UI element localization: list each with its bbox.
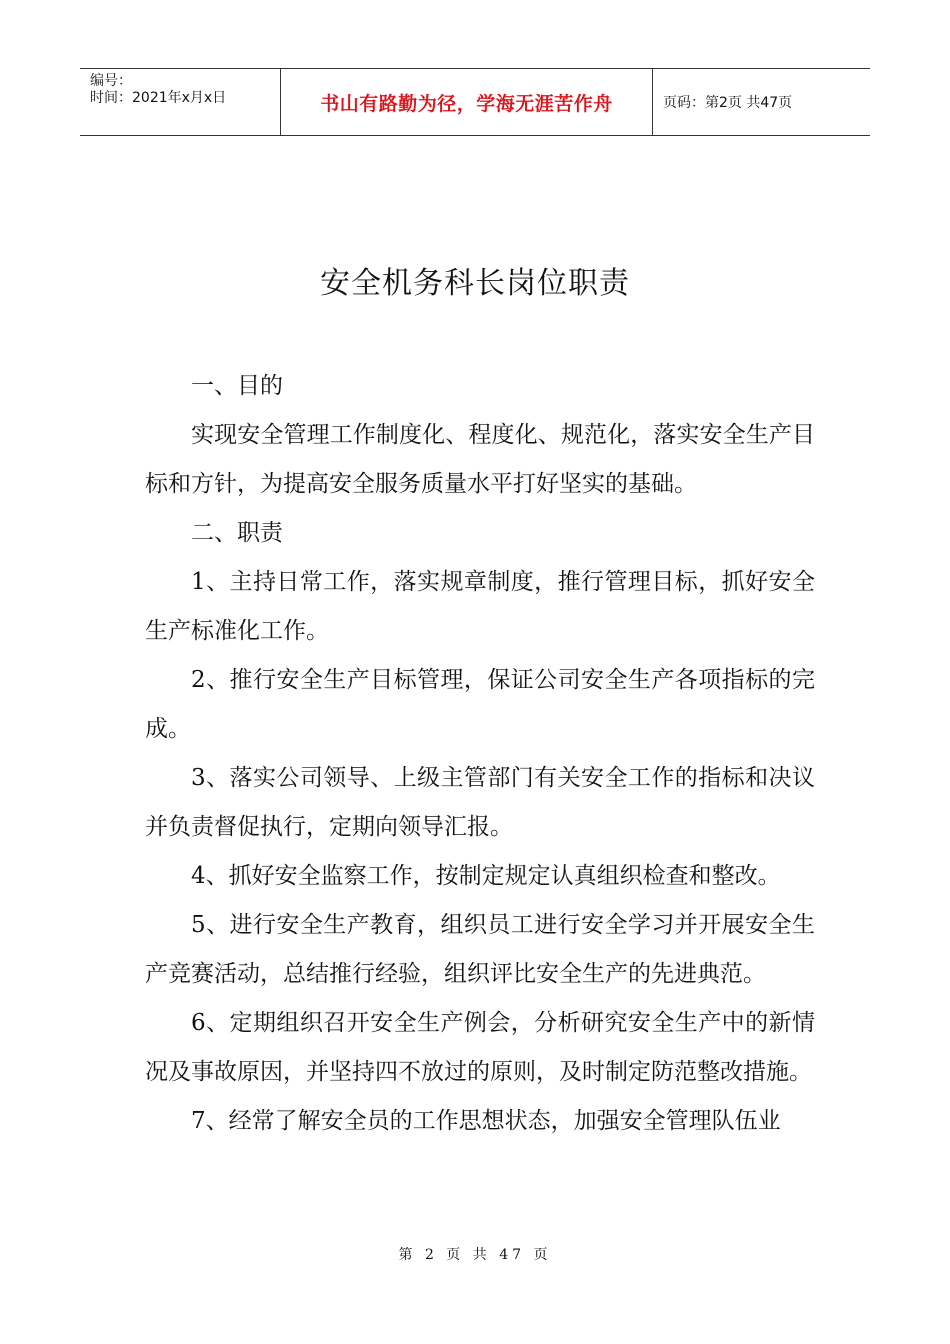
document-number-label: 编号： — [90, 73, 132, 89]
document-title: 安全机务科长岗位职责 — [320, 266, 630, 301]
section-heading-purpose: 一、目的 — [191, 373, 283, 399]
section-heading-duties: 二、职责 — [191, 520, 283, 546]
paragraph-purpose: 实现安全管理工作制度化、程度化、规范化，落实安全生产目标和方针，为提高安全服务质量水平打好坚实的基础。 — [145, 422, 815, 497]
duty-item-7: 7、经常了解安全员的工作思想状态，加强安全管理队伍业 — [191, 1108, 781, 1134]
document-body — [145, 362, 815, 1146]
duty-item-2: 2、推行安全生产目标管理，保证公司安全生产各项指标的完成。 — [145, 667, 815, 742]
document-date: 时间：2021年x月x日 — [90, 90, 227, 106]
header-page-info: 页码：第2页 共47页 — [663, 95, 793, 111]
header-motto: 书山有路勤为径，学海无涯苦作舟 — [281, 69, 653, 135]
header-meta — [80, 69, 281, 135]
duty-item-4: 4、抓好安全监察工作，按制定规定认真组织检查和整改。 — [191, 863, 781, 889]
page-header — [80, 68, 870, 136]
duty-item-1: 1、主持日常工作，落实规章制度，推行管理目标，抓好安全生产标准化工作。 — [145, 569, 815, 644]
duty-item-5: 5、进行安全生产教育，组织员工进行安全学习并开展安全生产竞赛活动，总结推行经验，组织评比安全生产的先进典范。 — [145, 912, 815, 987]
duty-item-3: 3、落实公司领导、上级主管部门有关安全工作的指标和决议并负责督促执行，定期向领导汇报。 — [145, 765, 815, 840]
page-footer: 第 2 页 共 47 页 — [398, 1247, 552, 1263]
duty-item-6: 6、定期组织召开安全生产例会，分析研究安全生产中的新情况及事故原因，并坚持四不放过的原则，及时制定防范整改措施。 — [145, 1010, 815, 1085]
